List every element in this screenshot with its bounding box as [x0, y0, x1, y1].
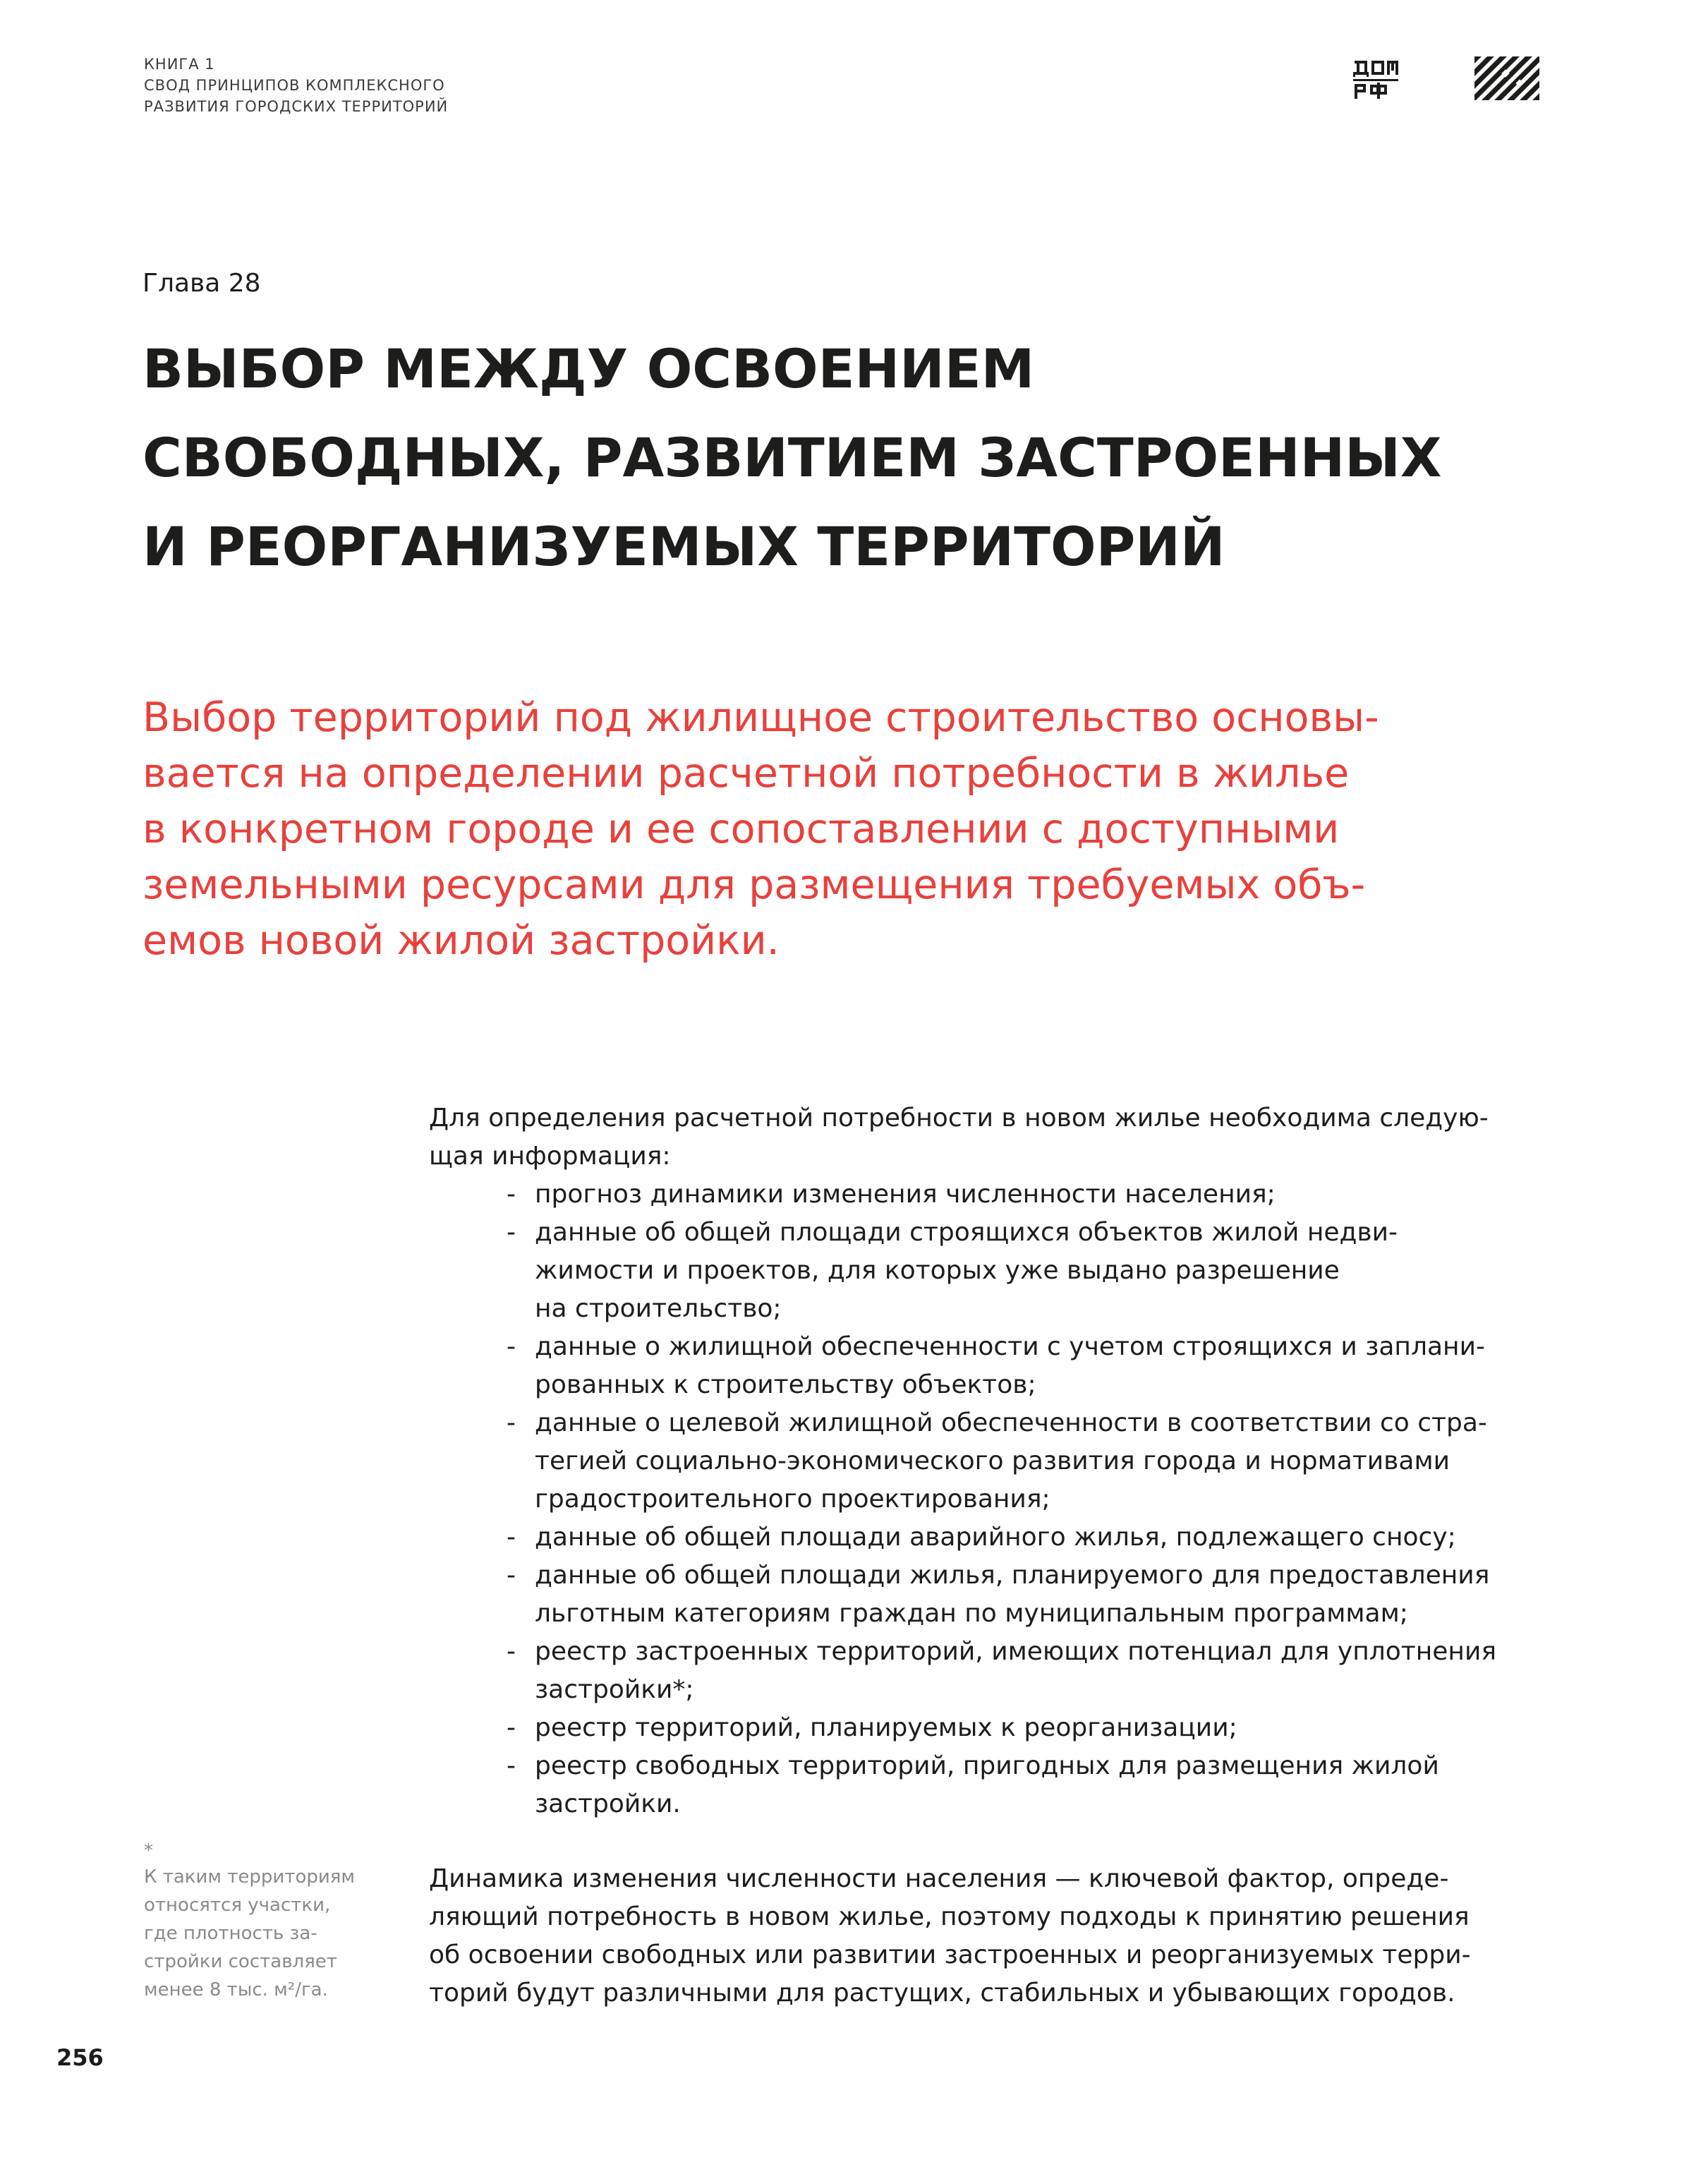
footnote-line: относятся участки,	[144, 1895, 331, 1916]
list-item	[507, 1747, 1579, 1823]
list-item-line: реестр застроенных территорий, имеющих потенциал для уплотнения	[535, 1637, 1497, 1666]
list-dash: -	[507, 1561, 516, 1590]
list-item-line: жимости и проектов, для которых уже выдано разрешение	[535, 1256, 1340, 1285]
requirements-list	[507, 1176, 1579, 1823]
list-item-line: тегией социально-экономического развития города и нормативами	[535, 1447, 1450, 1475]
list-item-line: данные о целевой жилищной обеспеченности в соответствии со стра-	[535, 1408, 1487, 1437]
list-item	[507, 1176, 1579, 1214]
body-intro-line: Для определения расчетной потребности в новом жилье необходима следую-	[429, 1104, 1489, 1133]
lead-line: в конкретном городе и ее сопоставлении с доступными	[143, 806, 1340, 852]
lead-line: вается на определении расчетной потребности в жилье	[143, 750, 1350, 797]
body-intro	[429, 1099, 1572, 1176]
list-item	[507, 1709, 1579, 1747]
footnote-line: К таким территориям	[144, 1866, 356, 1888]
list-dash: -	[507, 1180, 516, 1209]
footnote-line: где плотность за-	[144, 1923, 317, 1944]
running-head-line: СВОД ПРИНЦИПОВ КОМПЛЕКСНОГО	[144, 77, 445, 94]
list-dash: -	[507, 1751, 516, 1780]
lead-line: земельными ресурсами для размещения требуемых объ-	[143, 862, 1366, 908]
list-dash: -	[507, 1523, 516, 1552]
list-item	[507, 1557, 1579, 1633]
body-paragraph-line: об освоении свободных или развитии застроенных и реорганизуемых терри-	[429, 1940, 1471, 1969]
dom-rf-logo-icon	[1353, 58, 1405, 100]
lead-paragraph	[143, 690, 1561, 969]
footnote-line: стройки составляет	[144, 1951, 337, 1972]
chapter-title-line: СВОБОДНЫХ, РАЗВИТИЕМ ЗАСТРОЕННЫХ	[143, 426, 1442, 489]
list-item	[507, 1633, 1579, 1709]
lead-line: Выбор территорий под жилищное строительство основы-	[143, 694, 1379, 741]
list-item-line: реестр территорий, планируемых к реорганизации;	[535, 1713, 1237, 1742]
page-number: 256	[56, 2044, 104, 2071]
list-item	[507, 1404, 1579, 1519]
list-item-line: рованных к строительству объектов;	[535, 1370, 1036, 1399]
footnote	[144, 1863, 398, 2004]
list-item	[507, 1214, 1579, 1328]
body-paragraph-line: торий будут различными для растущих, стабильных и убывающих городов.	[429, 1979, 1455, 2008]
body-paragraph-line: ляющий потребность в новом жилье, поэтому подходы к принятию решения	[429, 1902, 1470, 1931]
list-item-line: данные об общей площади строящихся объектов жилой недви-	[535, 1218, 1398, 1247]
body-paragraph-line: Динамика изменения численности населения — ключевой фактор, опреде-	[429, 1864, 1449, 1893]
list-item	[507, 1328, 1579, 1404]
footnote-line: менее 8 тыс. м²/га.	[144, 1979, 328, 2000]
chapter-title	[143, 325, 1575, 591]
list-dash: -	[507, 1332, 516, 1361]
list-item-line: на строительство;	[535, 1294, 782, 1323]
chapter-title-line: И РЕОРГАНИЗУЕМЫХ ТЕРРИТОРИЙ	[143, 515, 1225, 578]
list-dash: -	[507, 1408, 516, 1437]
list-item-line: данные об общей площади жилья, планируемого для предоставления	[535, 1561, 1490, 1590]
list-item-line: прогноз динамики изменения численности населения;	[535, 1180, 1276, 1209]
footnote-mark: *	[144, 1840, 153, 1861]
list-item-line: льготным категориям граждан по муниципальным программам;	[535, 1599, 1408, 1628]
list-dash: -	[507, 1713, 516, 1742]
list-item-line: градостроительного проектирования;	[535, 1485, 1050, 1514]
list-dash: -	[507, 1218, 516, 1247]
running-head	[144, 54, 638, 117]
body-paragraph	[429, 1860, 1572, 2012]
chapter-label: Глава 28	[143, 269, 261, 298]
list-item-line: данные об общей площади аварийного жилья, подлежащего сносу;	[535, 1523, 1456, 1552]
list-item-line: застройки.	[535, 1789, 681, 1818]
list-item-line: застройки*;	[535, 1675, 694, 1704]
list-item	[507, 1519, 1579, 1557]
chapter-title-line: ВЫБОР МЕЖДУ ОСВОЕНИЕМ	[143, 337, 1035, 400]
body-intro-line: щая информация:	[429, 1142, 671, 1171]
list-dash: -	[507, 1637, 516, 1666]
diagonal-pattern-logo-icon	[1474, 56, 1539, 100]
lead-line: емов новой жилой застройки.	[143, 917, 780, 964]
running-head-line: КНИГА 1	[144, 56, 215, 73]
list-item-line: реестр свободных территорий, пригодных для размещения жилой	[535, 1751, 1439, 1780]
running-head-line: РАЗВИТИЯ ГОРОДСКИХ ТЕРРИТОРИЙ	[144, 98, 449, 115]
list-item-line: данные о жилищной обеспеченности с учетом строящихся и заплани-	[535, 1332, 1485, 1361]
